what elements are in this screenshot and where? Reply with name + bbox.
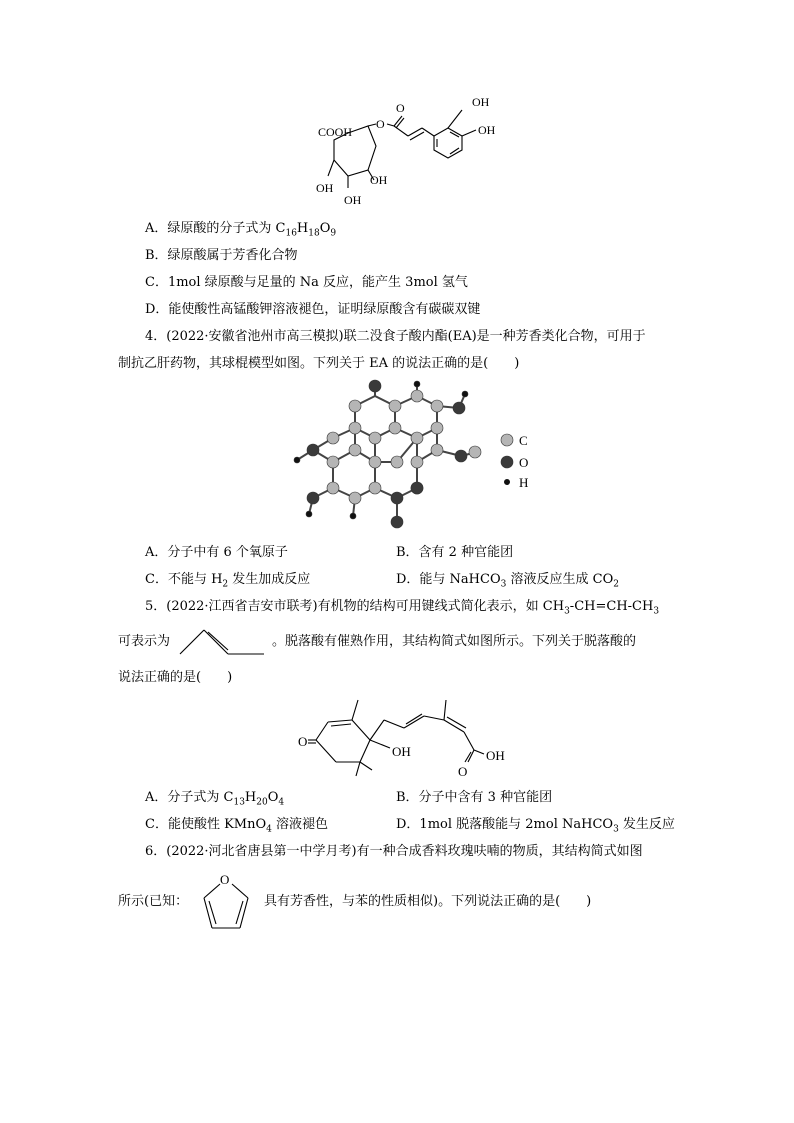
q5-stem-line1 xyxy=(145,598,659,616)
q5-a-s3: 4 xyxy=(278,797,285,808)
q5-a-s1: 13 xyxy=(233,797,245,808)
q5-c-pre: C．能使酸性 KMnO xyxy=(145,817,267,832)
q3-option-a xyxy=(145,220,336,238)
q4-d-sub: 3 xyxy=(500,579,507,590)
q3-a-sub3: 9 xyxy=(330,228,337,239)
q6-stem-line1: 6．(2022·河北省唐县第一中学月考)有一种合成香料玫瑰呋喃的物质，其结构简式如图 xyxy=(145,844,643,859)
q5-option-d xyxy=(396,816,675,834)
q5-d-sub: 3 xyxy=(613,824,619,835)
q4-option-a: A．分子中有 6 个氧原子 xyxy=(145,545,288,560)
oh-label-right: OH xyxy=(478,123,496,137)
oh-label: OH xyxy=(392,744,411,759)
q3-a-sub2: 18 xyxy=(308,228,320,239)
q4-option-c xyxy=(145,571,310,589)
q3-option-d: D．能使酸性高锰酸钾溶液褪色，证明绿原酸含有碳碳双键 xyxy=(145,302,481,317)
butene-skeletal-formula xyxy=(178,626,268,658)
ring-o-label: O xyxy=(298,734,308,749)
q5-a-pre: A．分子式为 C xyxy=(145,790,234,805)
ester-o-label: O xyxy=(376,117,385,131)
legend-c-label: C xyxy=(519,433,528,448)
q3-a-end: O xyxy=(319,221,331,236)
ea-ball-and-stick-model xyxy=(285,378,545,538)
oh-label-3: OH xyxy=(344,193,362,207)
q6-stem-line2-pre: 所示(已知： xyxy=(118,894,189,909)
oh-label-2: OH xyxy=(370,173,388,187)
q4-option-b: B．含有 2 种官能团 xyxy=(396,545,514,560)
oh-label-top: OH xyxy=(472,95,490,109)
carbonyl-o-label: O xyxy=(396,101,405,115)
abscisic-acid-structure xyxy=(298,690,528,780)
q4-d-sub2: 2 xyxy=(613,579,619,590)
q5-stem-line2 xyxy=(118,633,170,651)
q4-d-mid: 溶液反应生成 CO xyxy=(506,572,614,587)
q5-option-c xyxy=(145,816,328,834)
q4-stem-line2: 制抗乙肝药物，其球棍模型如图。下列关于 EA 的说法正确的是( ) xyxy=(118,356,520,371)
q5-line1-pre: 5．(2022·江西省吉安市联考)有机物的结构可用键线式简化表示，如 CH xyxy=(145,599,565,614)
q4-c-pre: C．不能与 H xyxy=(145,572,223,587)
q4-option-d xyxy=(396,571,619,589)
q4-d-pre: D．能与 NaHCO xyxy=(396,572,501,587)
furan-structure xyxy=(196,868,256,934)
q5-a-m2: O xyxy=(267,790,279,805)
acid-oh-label: OH xyxy=(486,748,505,763)
acid-o-label: O xyxy=(458,764,468,779)
q3-a-text: A．绿原酸的分子式为 C xyxy=(145,221,286,236)
q5-d-pre: D．1mol 脱落酸能与 2mol NaHCO xyxy=(396,817,614,832)
q4-c-sub: 2 xyxy=(222,579,229,590)
oh-label-1: OH xyxy=(316,181,334,195)
furan-o-label: O xyxy=(220,872,230,887)
q3-a-sub1: 16 xyxy=(285,228,297,239)
q4-c-post: 发生加成反应 xyxy=(228,572,311,587)
q5-stem-line3: 说法正确的是( ) xyxy=(118,670,233,685)
q5-d-post: 发生反应 xyxy=(618,817,675,832)
q5-c-post: 溶液褪色 xyxy=(271,817,329,832)
q3-a-mid: H xyxy=(296,221,309,236)
legend-h-label: H xyxy=(519,475,529,490)
q6-stem-line2-post: 具有芳香性，与苯的性质相似)。下列说法正确的是( ) xyxy=(264,894,592,909)
q5-a-m1: H xyxy=(244,790,257,805)
q3-option-c: C．1mol 绿原酸与足量的 Na 反应，能产生 3mol 氢气 xyxy=(145,275,468,290)
q5-a-s2: 20 xyxy=(256,797,268,808)
q5-option-a xyxy=(145,789,284,807)
cooh-label: COOH xyxy=(318,125,353,139)
q5-c-sub: 4 xyxy=(266,824,272,835)
atom-legend xyxy=(501,433,528,490)
q5-stem-line2-post: 。脱落酸有催熟作用，其结构简式如图所示。下列关于脱落酸的 xyxy=(272,634,637,649)
q5-option-b: B．分子中含有 3 种官能团 xyxy=(396,790,553,805)
q5-line1-s2: 3 xyxy=(653,606,660,617)
q4-stem-line1: 4．(2022·安徽省池州市高三模拟)联二没食子酸内酯(EA)是一种芳香类化合物，可用于 xyxy=(145,329,646,344)
q5-line1-s1: 3 xyxy=(564,606,570,617)
chlorogenic-acid-structure xyxy=(300,88,520,213)
q5-line1-mid: -CH=CH-CH xyxy=(569,599,654,614)
legend-o-label: O xyxy=(519,455,529,470)
q5-line2-pre: 可表示为 xyxy=(118,634,171,649)
q3-option-b: B．绿原酸属于芳香化合物 xyxy=(145,248,298,263)
